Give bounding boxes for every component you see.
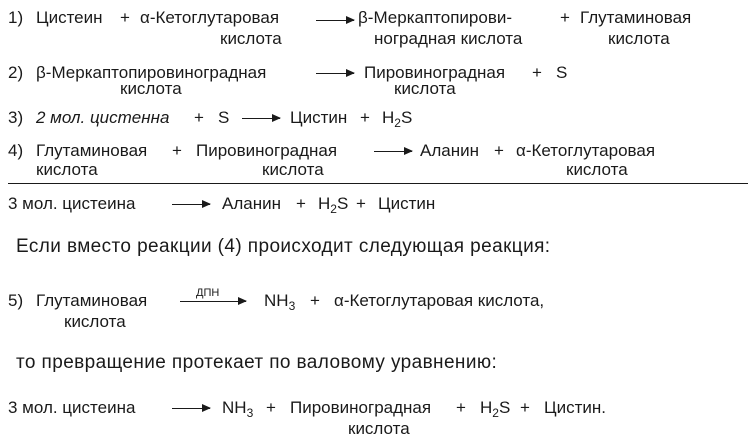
reaction-2-arrow bbox=[316, 73, 354, 74]
summary-2-plus-1: + bbox=[266, 398, 276, 417]
summary-1-arrow bbox=[172, 204, 210, 205]
reaction-1-product-d-line2: кислота bbox=[608, 29, 670, 48]
reaction-4-product-c: Аланин bbox=[420, 141, 479, 160]
summary-1-plus-2: + bbox=[356, 194, 366, 213]
summary-2-product-pyruvate: Пировиноградная bbox=[290, 398, 432, 417]
reaction-3-arrow bbox=[242, 118, 280, 119]
reaction-5-reactant-line2: кислота bbox=[64, 312, 126, 331]
reaction-5-reactant: Глутаминовая bbox=[36, 291, 148, 310]
h2s-subscript: 2 bbox=[394, 116, 401, 130]
summary-1-product-h2s bbox=[318, 195, 348, 218]
summary-1-product-a: Аланин bbox=[222, 194, 281, 213]
reaction-5-product-b: α-Кетоглутаровая кислота, bbox=[334, 291, 545, 310]
reaction-1-reactant-b-line2: кислота bbox=[220, 29, 282, 48]
reaction-1-reactant-b: α-Кетоглутаровая bbox=[140, 8, 280, 27]
reaction-4-product-d: α-Кетоглутаровая bbox=[516, 141, 656, 160]
reaction-5-product-nh3 bbox=[264, 292, 295, 315]
reaction-2-reactant-a: β-Меркаптопировиноградная bbox=[36, 63, 267, 82]
reaction-3-plus-1: + bbox=[194, 108, 204, 127]
reaction-4-product-d-line2: кислота bbox=[566, 160, 628, 179]
reaction-1-number: 1) bbox=[8, 8, 24, 27]
nh3-subscript: 3 bbox=[246, 406, 254, 420]
summation-line bbox=[8, 183, 748, 184]
reaction-4-number: 4) bbox=[8, 141, 24, 160]
summary-2-plus-3: + bbox=[520, 398, 530, 417]
reaction-3-reactant-b: S bbox=[218, 108, 230, 127]
reaction-5-arrow bbox=[180, 301, 246, 302]
reaction-2-plus: + bbox=[532, 63, 542, 82]
reaction-3-reactant-a: 2 мол. цистенна bbox=[36, 108, 170, 127]
summary-2-product-cystine: Цистин. bbox=[544, 398, 606, 417]
reaction-1-product-c-line2: ноградная кислота bbox=[374, 29, 523, 48]
h2s-h: H bbox=[382, 108, 395, 127]
paragraph-2: то превращение протекает по валовому уравнению: bbox=[16, 352, 498, 373]
reaction-4-reactant-b: Пировиноградная bbox=[196, 141, 338, 160]
h2s-subscript: 2 bbox=[492, 406, 499, 420]
nh3-n: NH bbox=[264, 291, 289, 310]
reaction-3-plus-2: + bbox=[360, 108, 370, 127]
summary-2-product-nh3 bbox=[222, 399, 253, 422]
reaction-1-plus-1: + bbox=[120, 8, 130, 27]
summary-1-product-b: Цистин bbox=[378, 194, 436, 213]
nh3-subscript: 3 bbox=[288, 299, 296, 313]
reaction-4-plus-2: + bbox=[494, 141, 504, 160]
h2s-subscript: 2 bbox=[330, 202, 337, 216]
reaction-4-reactant-b-line2: кислота bbox=[262, 160, 324, 179]
reaction-3-number: 3) bbox=[8, 108, 24, 127]
reaction-5-plus: + bbox=[310, 291, 320, 310]
reaction-4-arrow bbox=[374, 151, 412, 152]
reaction-1-arrow bbox=[316, 20, 354, 21]
nh3-n: NH bbox=[222, 398, 247, 417]
h2s-s: S bbox=[336, 194, 349, 213]
reaction-1-plus-2: + bbox=[560, 8, 570, 27]
reaction-2-product-c: S bbox=[556, 63, 568, 82]
reaction-2-reactant-a-line2: кислота bbox=[120, 79, 182, 98]
summary-2-arrow bbox=[172, 408, 210, 409]
reaction-1-reactant-a: Цистеин bbox=[36, 8, 103, 27]
reaction-5-arrow-label: ДПН bbox=[196, 287, 220, 299]
h2s-s: S bbox=[498, 398, 511, 417]
h2s-h: H bbox=[318, 194, 331, 213]
reaction-4-plus-1: + bbox=[172, 141, 182, 160]
summary-1-plus-1: + bbox=[296, 194, 306, 213]
summary-1-reactant: 3 мол. цистеина bbox=[8, 194, 136, 213]
summary-2-product-pyruvate-line2: кислота bbox=[348, 419, 410, 438]
reaction-4-reactant-a: Глутаминовая bbox=[36, 141, 148, 160]
reaction-2-product-b-line2: кислота bbox=[394, 79, 456, 98]
summary-2-plus-2: + bbox=[456, 398, 466, 417]
paragraph-1: Если вместо реакции (4) происходит следующая реакция: bbox=[16, 236, 551, 257]
summary-2-reactant: 3 мол. цистеина bbox=[8, 398, 136, 417]
h2s-h: H bbox=[480, 398, 493, 417]
reaction-3-product-c: Цистин bbox=[290, 108, 348, 127]
reaction-2-product-b: Пировиноградная bbox=[364, 63, 506, 82]
reaction-3-product-d bbox=[382, 109, 412, 132]
h2s-s: S bbox=[400, 108, 413, 127]
reaction-5-number: 5) bbox=[8, 291, 24, 310]
reaction-1-product-c: β-Меркаптопирови- bbox=[358, 8, 513, 27]
summary-2-product-h2s bbox=[480, 399, 510, 422]
reaction-4-reactant-a-line2: кислота bbox=[36, 160, 98, 179]
reaction-2-number: 2) bbox=[8, 63, 24, 82]
reaction-1-product-d: Глутаминовая bbox=[580, 8, 692, 27]
